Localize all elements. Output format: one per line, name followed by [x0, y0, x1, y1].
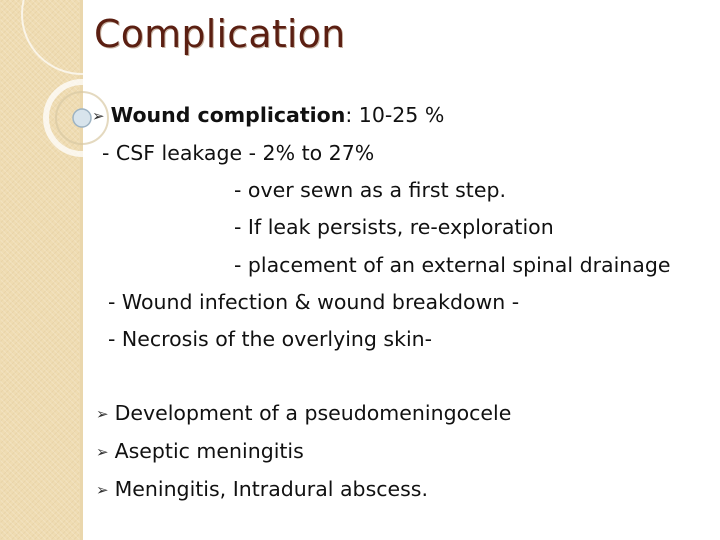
necrosis-line: - Necrosis of the overlying skin-	[108, 327, 433, 351]
wound-complication-label: Wound complication	[110, 103, 346, 127]
chevron-right-icon: ➢	[96, 481, 109, 499]
wound-complication-rate: : 10-25 %	[345, 103, 445, 127]
bullet-item	[96, 403, 511, 424]
csf-leakage-line: - CSF leakage - 2% to 27%	[102, 141, 375, 165]
slide-title: Complication	[94, 12, 346, 56]
wound-complication-line	[92, 105, 444, 126]
bullet-text: Meningitis, Intradural abscess.	[114, 477, 429, 501]
chevron-right-icon: ➢	[96, 443, 109, 461]
chevron-right-icon: ➢	[96, 405, 109, 423]
csf-step-item: - over sewn as a first step.	[234, 178, 506, 202]
chevron-right-icon: ➢	[92, 107, 105, 125]
bullet-item	[96, 479, 428, 500]
csf-step-item: - placement of an external spinal drainage	[234, 253, 671, 277]
bullet-text: Development of a pseudomeningocele	[114, 401, 512, 425]
bullet-text: Aseptic meningitis	[114, 439, 304, 463]
bullet-item	[96, 441, 304, 462]
wound-infection-line: - Wound infection & wound breakdown -	[108, 290, 520, 314]
csf-step-item: - If leak persists, re-exploration	[234, 215, 554, 239]
